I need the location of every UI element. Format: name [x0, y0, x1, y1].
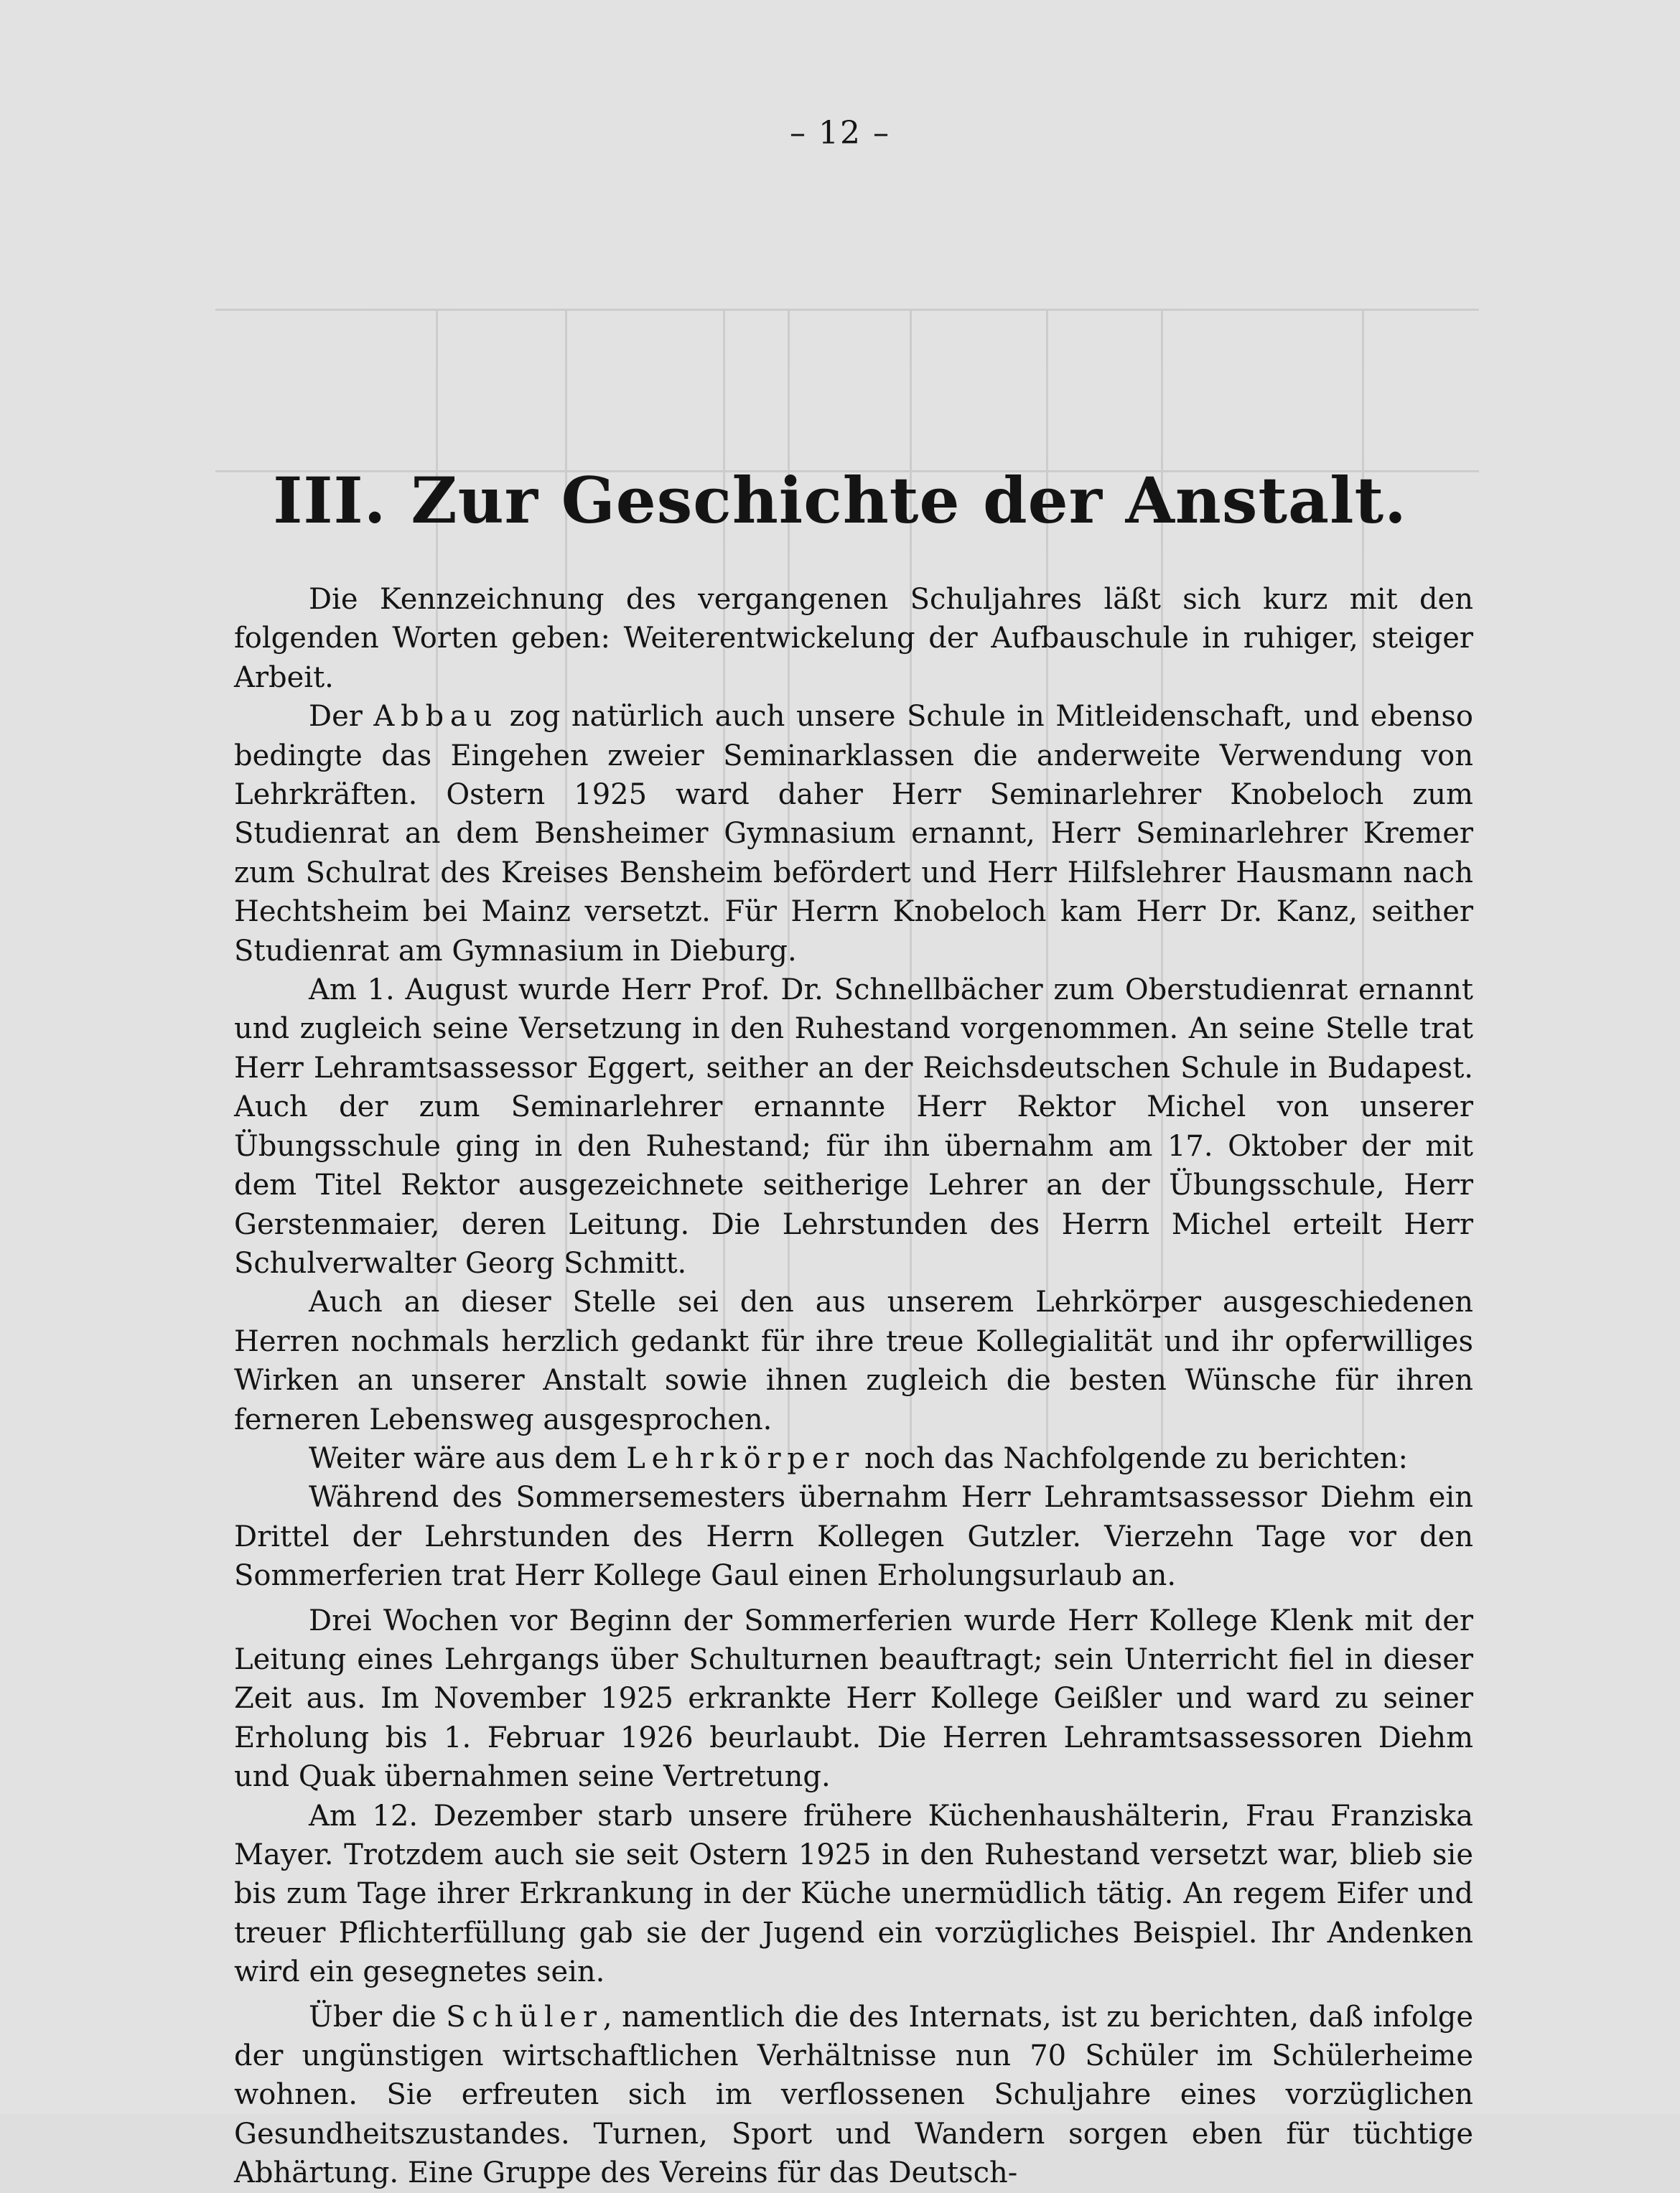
chapter-numeral: III. — [273, 463, 387, 538]
page-number: – 12 – — [790, 115, 890, 151]
spaced-emphasis: Abbau — [373, 700, 499, 734]
paragraph: Auch an dieser Stelle sei den aus unserem Lehrkörper ausgeschiedenen Herren nochmals herzlich gedankt für ihre treue Kollegialität und ihr opferwilliges Wirken an unserer Anstalt sowie ihnen zugleich die besten Wünsche für ihren ferneren Lebensweg ausgesprochen. — [234, 1286, 1473, 1436]
paragraph: Am 1. August wurde Herr Prof. Dr. Schnellbächer zum Oberstudienrat ernannt und zugleich seine Versetzung in den Ruhestand vorgenommen. An seine Stelle trat Herr Lehramtsassessor Eggert, seither an der Reichsdeutschen Schule in Budapest. Auch der zum Seminarlehrer ernannte Herr Rektor Michel von unserer Übungsschule ging in den Ruhestand; für ihn übernahm am 17. Oktober der mit dem Titel Rektor ausgezeichnete seitherige Lehrer an der Übungsschule, Herr Gerstenmaier, deren Leitung. Die Lehrstunden des Herrn Michel erteilt Herr Schulverwalter Georg Schmitt. — [234, 973, 1473, 1280]
spaced-emphasis: Lehrkörper — [626, 1441, 856, 1475]
paragraph: Die Kennzeichnung des vergangenen Schuljahres läßt sich kurz mit den folgenden Worten geben: Weiterentwickelung der Aufbauschule in ruhiger, steiger Arbeit. — [234, 583, 1473, 694]
paragraph: Am 12. Dezember starb unsere frühere Küchenhaushälterin, Frau Franziska Mayer. Trotzdem auch sie seit Ostern 1925 in den Ruhestand versetzt war, blieb sie bis zum Tage ihrer Erkrankung in der Küche unermüdlich tätig. An regem Eifer und treuer Pflichterfüllung gab sie der Jugend ein vorzügliches Beispiel. Ihr Andenken wird ein gesegnetes sein. — [234, 1799, 1473, 1989]
paragraph: Drei Wochen vor Beginn der Sommerferien wurde Herr Kollege Klenk mit der Leitung eines Lehrgangs über Schulturnen beauftragt; sein Unterricht fiel in dieser Zeit aus. Im November 1925 erkrankte Herr Kollege Geißler und ward zu seiner Erholung bis 1. Februar 1926 beurlaubt. Die Herren Lehramtsassessoren Diehm und Quak übernahmen seine Vertretung. — [234, 1604, 1473, 1794]
paragraph: Während des Sommersemesters übernahm Herr Lehramtsassessor Diehm ein Drittel der Lehrstunden des Herrn Kollegen Gutzler. Vierzehn Tage vor den Sommerferien trat Herr Kollege Gaul einen Erholungsurlaub an. — [234, 1481, 1473, 1593]
paragraph: Über die Schüler, namentlich die des Internats, ist zu berichten, daß infolge der ungünstigen wirtschaftlichen Verhältnisse nun 70 Schüler im Schülerheime wohnen. Sie erfreuten sich im verflossenen Schuljahre eines vorzüglichen Gesundheitszustandes. Turnen, Sport und Wandern sorgen eben für tüchtige Abhärtung. Eine Gruppe des Vereins für das Deutsch- — [234, 2000, 1474, 2190]
spaced-emphasis: Schüler — [446, 2000, 603, 2034]
paragraph: Der Abbau zog natürlich auch unsere Schule in Mitleidenschaft, und ebenso bedingte das Eingehen zweier Seminarklassen die anderweite Verwendung von Lehrkräften. Ostern 1925 ward daher Herr Seminarlehrer Knobeloch zum Studienrat an dem Bensheimer Gymnasium ernannt, Herr Seminarlehrer Kremer zum Schulrat des Kreises Bensheim befördert und Herr Hilfslehrer Hausmann nach Hechtsheim bei Mainz versetzt. Für Herrn Knobeloch kam Herr Dr. Kanz, seither Studienrat am Gymnasium in Dieburg. — [234, 700, 1474, 968]
chapter-title — [0, 463, 1680, 538]
body-text — [234, 580, 1473, 2193]
paragraph: Weiter wäre aus dem Lehrkörper noch das Nachfolgende zu berichten: — [309, 1441, 1408, 1475]
chapter-heading: Zur Geschichte der Anstalt. — [411, 463, 1407, 538]
